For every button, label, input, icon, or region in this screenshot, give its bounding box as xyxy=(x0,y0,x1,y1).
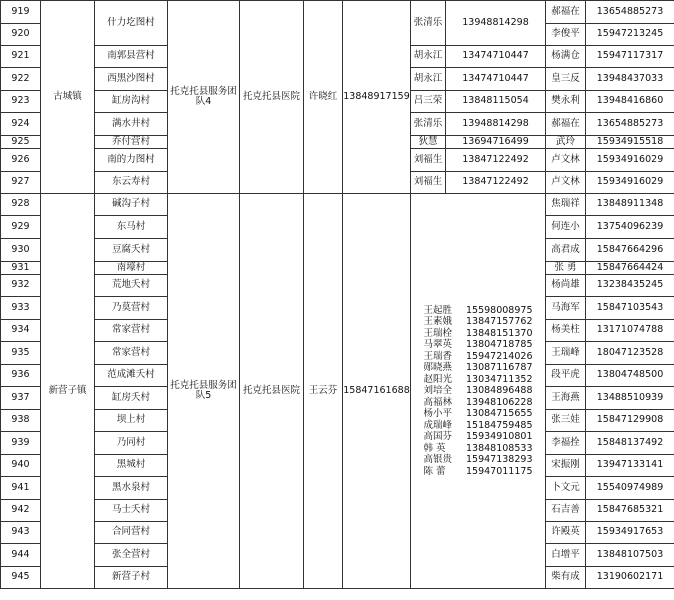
doctor-name: 王素娥 xyxy=(423,316,452,328)
doctor-phone: 15934910801 xyxy=(466,431,533,443)
doctor-name: 赵阳光 xyxy=(423,373,452,385)
village-doctor-phone: 15847129908 xyxy=(586,410,674,432)
doctor-phone: 15947011175 xyxy=(466,465,533,477)
town-name: 新营子镇 xyxy=(41,194,95,589)
doctor-name: 王起胜 xyxy=(423,304,452,316)
doctor-phone: 13847122492 xyxy=(446,172,546,194)
village-doctor-name: 杨尚雄 xyxy=(546,275,586,297)
village-name: 常家营村 xyxy=(95,320,168,342)
village-doctor-name: 许殿英 xyxy=(546,522,586,544)
doctor-name: 刘培全 xyxy=(423,385,452,397)
village-doctor-phone: 15847685321 xyxy=(586,500,674,522)
village-name: 什力圪图村 xyxy=(95,1,168,46)
doctor-name: 马翠英 xyxy=(423,339,452,351)
village-doctor-phone: 15540974989 xyxy=(586,477,674,500)
village-name: 范成滩夭村 xyxy=(95,365,168,387)
doctor-phone: 13084896488 xyxy=(466,385,533,397)
doctor-phone: 13087116787 xyxy=(466,362,533,374)
row-number: 935 xyxy=(1,342,41,365)
village-doctor-name: 武玲 xyxy=(546,136,586,149)
doctor-name: 王瑞香 xyxy=(423,350,452,362)
village-name: 碱沟子村 xyxy=(95,194,168,216)
village-doctor-name: 柴有成 xyxy=(546,567,586,589)
hospital-name: 托克托县医院 xyxy=(240,194,304,589)
row-number: 940 xyxy=(1,455,41,477)
doctor-phone: 13474710447 xyxy=(446,68,546,91)
village-doctor-name: 卢文林 xyxy=(546,172,586,194)
village-doctor-phone: 13190602171 xyxy=(586,567,674,589)
row-number: 919 xyxy=(1,1,41,24)
village-name: 南郭县营村 xyxy=(95,46,168,68)
village-doctor-phone: 15847664296 xyxy=(586,239,674,262)
row-number: 928 xyxy=(1,194,41,216)
village-doctor-name: 王海燕 xyxy=(546,387,586,410)
village-doctor-name: 段平虎 xyxy=(546,365,586,387)
row-number: 942 xyxy=(1,500,41,522)
village-doctor-name: 卢文林 xyxy=(546,149,586,172)
doctor-phone: 15184759485 xyxy=(466,419,533,431)
village-doctor-name: 马海军 xyxy=(546,297,586,320)
village-name: 张全营村 xyxy=(95,544,168,567)
village-doctor-name: 焦瑞祥 xyxy=(546,194,586,216)
hospital-name: 托克托县医院 xyxy=(240,1,304,194)
village-name: 南壕村 xyxy=(95,262,168,275)
village-doctor-phone: 15848137492 xyxy=(586,432,674,455)
row-number: 938 xyxy=(1,410,41,432)
service-team: 托克托县服务团队4 xyxy=(168,1,240,194)
doctor-phone: 13848151370 xyxy=(466,327,533,339)
village-doctor-name: 张三娃 xyxy=(546,410,586,432)
doctor-name: 胡永江 xyxy=(411,46,446,68)
doctor-phone-list xyxy=(466,305,533,478)
village-name: 荒地夭村 xyxy=(95,275,168,297)
doctor-name: 韩 英 xyxy=(423,442,446,454)
doctor-phone: 13948814298 xyxy=(446,1,546,46)
village-doctor-name: 郝福在 xyxy=(546,113,586,136)
village-name: 马士夭村 xyxy=(95,500,168,522)
village-doctor-phone: 15934916029 xyxy=(586,149,674,172)
village-doctor-name: 石吉善 xyxy=(546,500,586,522)
village-doctor-name: 郝福在 xyxy=(546,1,586,24)
row-number: 925 xyxy=(1,136,41,149)
row-number: 933 xyxy=(1,297,41,320)
village-name: 新营子村 xyxy=(95,567,168,589)
village-doctor-phone: 13488510939 xyxy=(586,387,674,410)
row-number: 926 xyxy=(1,149,41,172)
village-doctor-phone: 15847664424 xyxy=(586,262,674,275)
doctor-name: 胡永江 xyxy=(411,68,446,91)
village-doctor-phone: 15947117317 xyxy=(586,46,674,68)
doctor-name: 王瑞栓 xyxy=(423,327,452,339)
row-number: 943 xyxy=(1,522,41,544)
village-doctor-phone: 13947133141 xyxy=(586,455,674,477)
village-name: 坝上村 xyxy=(95,410,168,432)
village-name: 东马村 xyxy=(95,216,168,239)
doctor-name: 高银贵 xyxy=(423,454,452,466)
doctor-name: 陈 蕾 xyxy=(423,465,446,477)
village-name: 南的力图村 xyxy=(95,149,168,172)
doctor-name: 刘福生 xyxy=(411,149,446,172)
doctor-phone: 13847157762 xyxy=(466,316,533,328)
village-doctor-phone: 13171074788 xyxy=(586,320,674,342)
village-name: 常家营村 xyxy=(95,342,168,365)
village-name: 乃莫营村 xyxy=(95,297,168,320)
town-name: 古城镇 xyxy=(41,1,95,194)
doctor-list-wrap xyxy=(411,305,545,478)
row-number: 932 xyxy=(1,275,41,297)
doctor-phone: 15598008975 xyxy=(466,304,533,316)
village-doctor-phone: 13238435245 xyxy=(586,275,674,297)
village-name: 缸房沟村 xyxy=(95,91,168,113)
team-leader: 许晓红 xyxy=(304,1,343,194)
doctor-name: 高福林 xyxy=(423,396,452,408)
village-doctor-phone: 18047123528 xyxy=(586,342,674,365)
row-number: 924 xyxy=(1,113,41,136)
village-name: 豆腐夭村 xyxy=(95,239,168,262)
row-number: 931 xyxy=(1,262,41,275)
row-number: 929 xyxy=(1,216,41,239)
row-number: 922 xyxy=(1,68,41,91)
row-number: 921 xyxy=(1,46,41,68)
village-doctor-phone: 13948416860 xyxy=(586,91,674,113)
village-name: 西黑沙图村 xyxy=(95,68,168,91)
village-name: 乔付营村 xyxy=(95,136,168,149)
doctor-phone: 13948814298 xyxy=(446,113,546,136)
village-doctor-phone: 13848107503 xyxy=(586,544,674,567)
village-name: 乃同村 xyxy=(95,432,168,455)
doctor-name: 郧晓燕 xyxy=(423,362,452,374)
village-doctor-phone: 13654885273 xyxy=(586,1,674,24)
doctor-name: 杨小平 xyxy=(423,408,452,420)
doctor-phone: 15947214026 xyxy=(466,350,533,362)
doctor-phone: 15947138293 xyxy=(466,454,533,466)
doctor-list xyxy=(411,194,546,589)
village-doctor-phone: 13804748500 xyxy=(586,365,674,387)
doctor-name: 狄慧 xyxy=(411,136,446,149)
village-name: 黑城村 xyxy=(95,455,168,477)
village-doctor-name: 宋振刚 xyxy=(546,455,586,477)
row-number: 927 xyxy=(1,172,41,194)
village-doctor-phone: 13848911348 xyxy=(586,194,674,216)
table-row xyxy=(1,1,674,24)
village-doctor-name: 李福拴 xyxy=(546,432,586,455)
village-name: 合同营村 xyxy=(95,522,168,544)
village-doctor-name: 卜文元 xyxy=(546,477,586,500)
village-doctor-phone: 13754096239 xyxy=(586,216,674,239)
village-doctor-name: 张 勇 xyxy=(546,262,586,275)
village-doctor-phone: 15934915518 xyxy=(586,136,674,149)
row-number: 936 xyxy=(1,365,41,387)
village-name: 缸房夭村 xyxy=(95,387,168,410)
row-number: 930 xyxy=(1,239,41,262)
village-doctor-phone: 13654885273 xyxy=(586,113,674,136)
village-name: 东云寿村 xyxy=(95,172,168,194)
doctor-phone: 13804718785 xyxy=(466,339,533,351)
doctor-phone: 13848108533 xyxy=(466,442,533,454)
team-leader: 王云芬 xyxy=(304,194,343,589)
row-number: 937 xyxy=(1,387,41,410)
table-row xyxy=(1,194,674,216)
doctor-name: 高国芬 xyxy=(423,431,452,443)
row-number: 941 xyxy=(1,477,41,500)
village-doctor-phone: 15847103543 xyxy=(586,297,674,320)
row-number: 944 xyxy=(1,544,41,567)
doctor-name: 吕三荣 xyxy=(411,91,446,113)
row-number: 945 xyxy=(1,567,41,589)
doctor-name: 张清乐 xyxy=(411,1,446,46)
doctor-phone: 13948106228 xyxy=(466,396,533,408)
row-number: 939 xyxy=(1,432,41,455)
village-doctor-phone: 15934917653 xyxy=(586,522,674,544)
team-leader-phone: 15847161688 xyxy=(343,194,411,589)
village-doctor-name: 李俊平 xyxy=(546,24,586,46)
doctor-phone: 13848115054 xyxy=(446,91,546,113)
village-doctor-name: 樊永利 xyxy=(546,91,586,113)
village-name: 满水井村 xyxy=(95,113,168,136)
doctor-name: 张清乐 xyxy=(411,113,446,136)
village-doctor-name: 王瑞峰 xyxy=(546,342,586,365)
village-name: 黑水泉村 xyxy=(95,477,168,500)
team-leader-phone: 13848917159 xyxy=(343,1,411,194)
doctor-phone: 13847122492 xyxy=(446,149,546,172)
village-doctor-name: 白增平 xyxy=(546,544,586,567)
village-doctor-name: 杨满仓 xyxy=(546,46,586,68)
doctor-phone: 13034711352 xyxy=(466,373,533,385)
doctor-name-list xyxy=(423,305,452,478)
row-number: 920 xyxy=(1,24,41,46)
village-doctor-name: 杨美柱 xyxy=(546,320,586,342)
village-doctor-phone: 15947213245 xyxy=(586,24,674,46)
doctor-name: 刘福生 xyxy=(411,172,446,194)
doctor-phone: 13694716499 xyxy=(446,136,546,149)
doctor-phone: 13084715655 xyxy=(466,408,533,420)
village-doctor-phone: 15934916029 xyxy=(586,172,674,194)
village-doctor-name: 高君成 xyxy=(546,239,586,262)
village-doctor-name: 皇三反 xyxy=(546,68,586,91)
row-number: 923 xyxy=(1,91,41,113)
doctor-phone: 13474710447 xyxy=(446,46,546,68)
doctor-name: 成瑞峰 xyxy=(423,419,452,431)
row-number: 934 xyxy=(1,320,41,342)
village-doctor-name: 何连小 xyxy=(546,216,586,239)
service-team: 托克托县服务团队5 xyxy=(168,194,240,589)
village-doctor-phone: 13948437033 xyxy=(586,68,674,91)
